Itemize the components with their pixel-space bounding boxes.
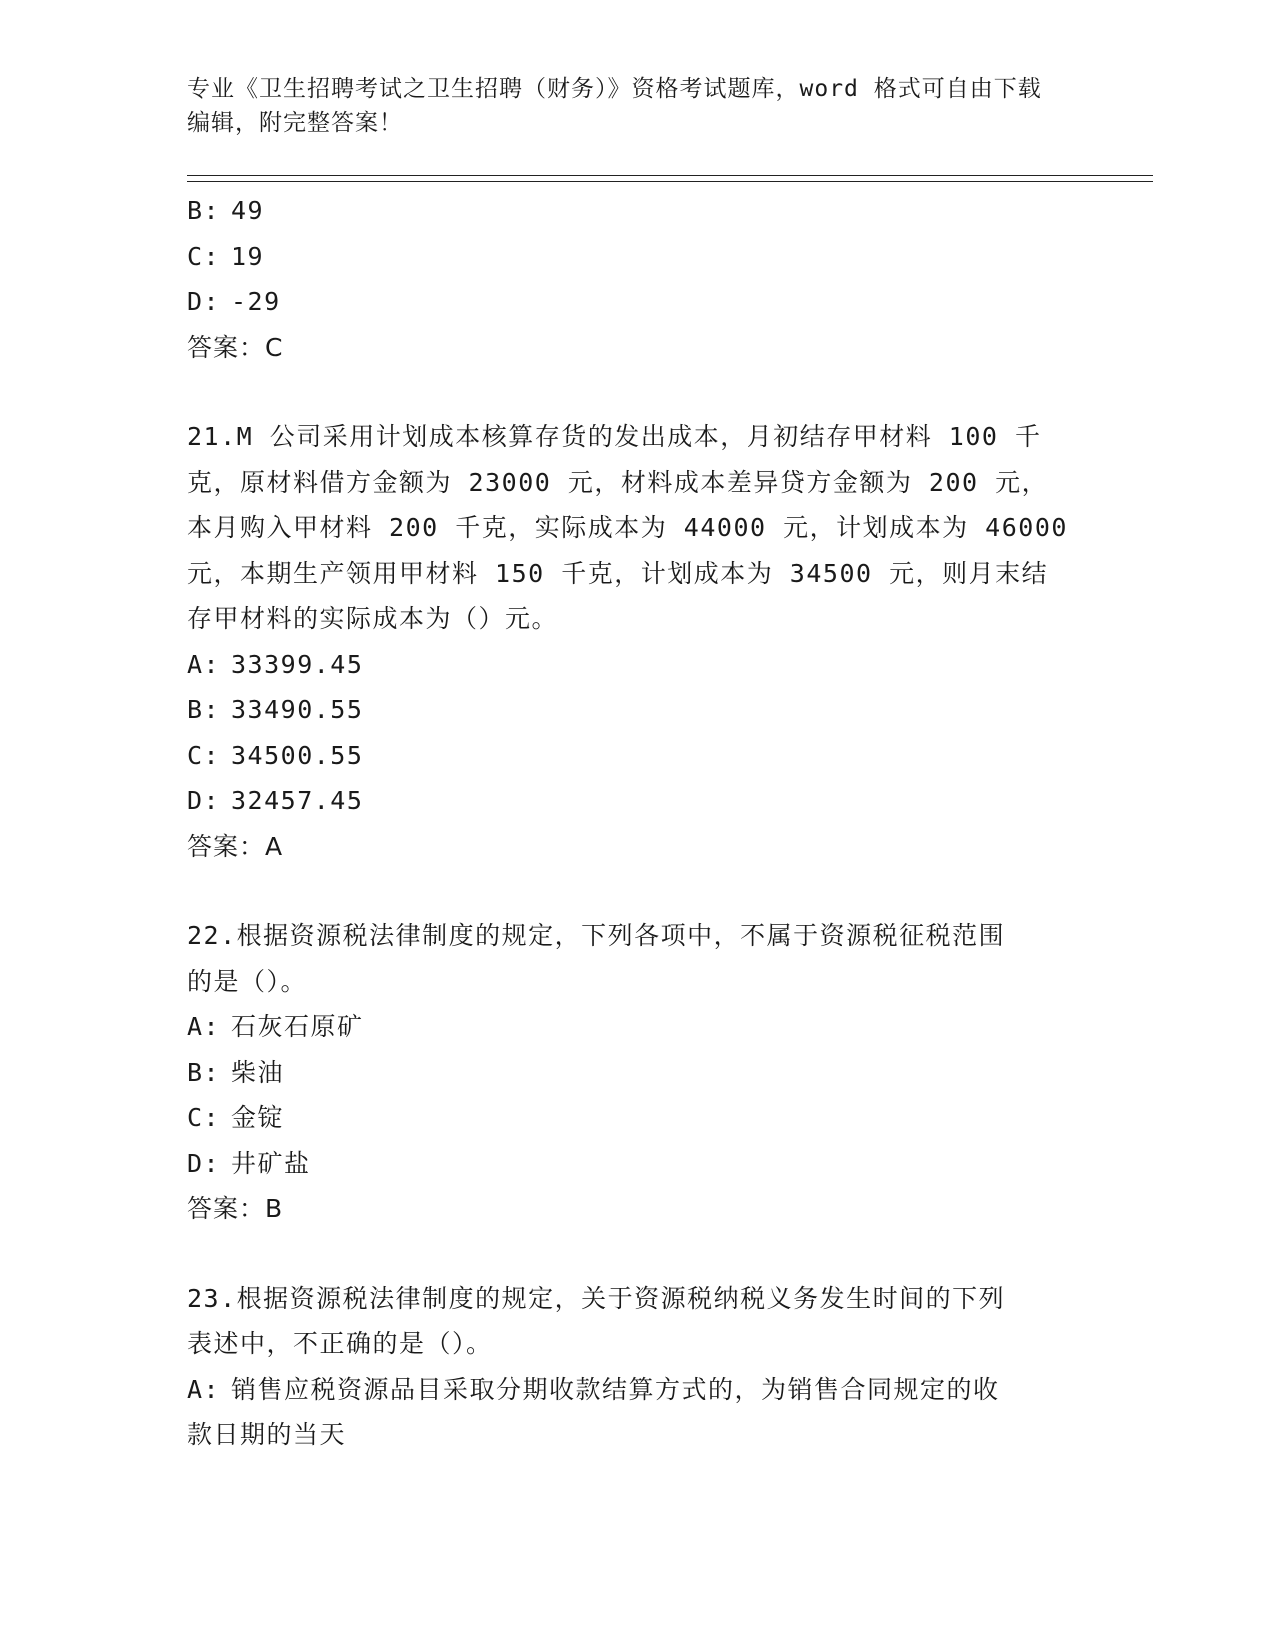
option-a: [187, 1367, 1087, 1413]
option-label: D:: [187, 1148, 221, 1178]
option-label: B:: [187, 695, 221, 724]
option-text: 金锭: [231, 1103, 285, 1132]
option-continuation: 款日期的当天: [187, 1420, 347, 1449]
option-text: 34500.55: [231, 740, 364, 770]
option-d: [187, 279, 1087, 325]
question-text-line: 的是（）。: [187, 966, 308, 996]
question-text-line: 23.根据资源税法律制度的规定，关于资源税纳税义务发生时间的下列: [187, 1283, 1006, 1313]
question-22: [187, 913, 1087, 1232]
question-text-line: 22.根据资源税法律制度的规定，下列各项中，不属于资源税征税范围: [187, 921, 1006, 950]
question-22-answer: 答案：B: [187, 1194, 284, 1223]
option-label: D:: [187, 786, 221, 815]
question-text-line: 元，本期生产领用甲材料 150 千克，计划成本为 34500 元，则月末结: [187, 558, 1049, 588]
document-body: [187, 188, 1087, 1458]
option-text: 石灰石原矿: [231, 1012, 364, 1041]
option-label: C:: [187, 740, 221, 770]
question-text-line: 本月购入甲材料 200 千克，实际成本为 44000 元，计划成本为 46000: [187, 513, 1068, 542]
option-text: 井矿盐: [231, 1148, 311, 1178]
option-c: [187, 234, 1087, 280]
option-text: 49: [231, 196, 265, 225]
spacer: [187, 370, 1087, 414]
question-20-options: [187, 188, 1087, 325]
option-d: [187, 1141, 1087, 1187]
option-label: A:: [187, 1374, 221, 1404]
option-text: -29: [231, 287, 281, 316]
option-text: 销售应税资源品目采取分期收款结算方式的，为销售合同规定的收: [231, 1374, 1000, 1404]
question-20-answer: 答案：C: [187, 332, 284, 362]
option-a: [187, 642, 1087, 688]
spacer: [187, 869, 1087, 913]
question-text-line: 表述中，不正确的是（）。: [187, 1329, 493, 1358]
option-label: B:: [187, 196, 221, 225]
option-label: B:: [187, 1057, 221, 1087]
option-text: 33399.45: [231, 649, 364, 679]
question-text-line: 克，原材料借方金额为 23000 元，材料成本差异贷方金额为 200 元，: [187, 467, 1049, 497]
question-23: [187, 1276, 1087, 1458]
option-d: [187, 778, 1087, 824]
option-label: C:: [187, 241, 221, 271]
header-divider-bottom: [187, 181, 1153, 182]
option-c: [187, 733, 1087, 779]
question-21-answer: 答案：A: [187, 831, 284, 861]
option-text: 19: [231, 241, 265, 271]
question-21: [187, 414, 1087, 869]
option-label: A:: [187, 649, 221, 679]
question-text-line: 21.M 公司采用计划成本核算存货的发出成本，月初结存甲材料 100 千: [187, 422, 1042, 451]
option-b: [187, 1050, 1087, 1096]
spacer: [187, 1232, 1087, 1276]
header-line-1: 专业《卫生招聘考试之卫生招聘（财务）》资格考试题库，word 格式可自由下载: [187, 76, 1042, 102]
option-label: D:: [187, 287, 221, 316]
option-label: C:: [187, 1103, 221, 1132]
option-c: [187, 1095, 1087, 1141]
option-a: [187, 1004, 1087, 1050]
document-header: [187, 72, 1087, 140]
header-line-2: 编辑，附完整答案！: [187, 110, 403, 136]
option-b: [187, 687, 1087, 733]
option-label: A:: [187, 1012, 221, 1041]
question-text-line: 存甲材料的实际成本为（）元。: [187, 604, 559, 633]
option-text: 33490.55: [231, 695, 364, 724]
option-text: 柴油: [231, 1057, 285, 1087]
header-divider-top: [187, 175, 1153, 176]
option-text: 32457.45: [231, 786, 364, 815]
option-b: [187, 188, 1087, 234]
